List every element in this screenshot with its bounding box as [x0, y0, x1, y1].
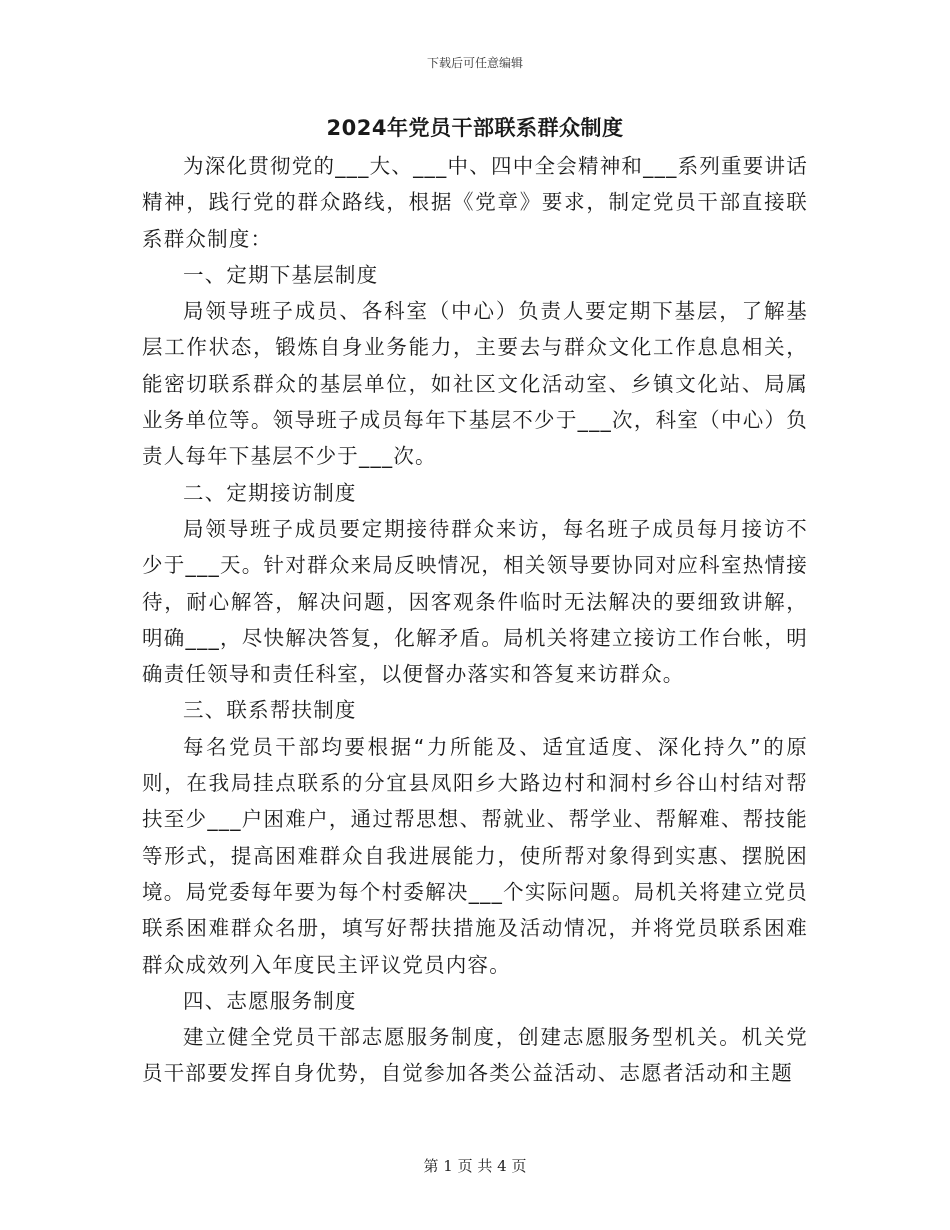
section-heading-4: 四、志愿服务制度: [183, 988, 357, 1013]
section-heading-1: 一、定期下基层制度: [183, 262, 379, 287]
section-paragraph-4: 建立健全党员干部志愿服务制度，创建志愿服务型机关。机关党员干部要发挥自身优势，自觉参加各类公益活动、志愿者活动和主题: [142, 1025, 808, 1086]
document-body: [142, 148, 808, 1092]
section-paragraph-3: 每名党员干部均要根据“力所能及、适宜适度、深化持久”的原则，在我局挂点联系的分宜县凤阳乡大路边村和洞村乡谷山村结对帮扶至少___户困难户，通过帮思想、帮就业、帮学业、帮解难、帮技能等形式，提高困难群众自我进展能力，使所帮对象得到实惠、摆脱困境。局党委每年要为每个村委解决___个实际问题。局机关将建立党员联系困难群众名册，填写好帮扶措施及活动情况，并将党员联系困难群众成效列入年度民主评议党员内容。: [142, 734, 808, 977]
section-paragraph-1: 局领导班子成员、各科室（中心）负责人要定期下基层，了解基层工作状态，锻炼自身业务能力，主要去与群众文化工作息息相关，能密切联系群众的基层单位，如社区文化活动室、乡镇文化站、局属业务单位等。领导班子成员每年下基层不少于___次，科室（中心）负责人每年下基层不少于___次。: [142, 299, 808, 469]
section-heading-3: 三、联系帮扶制度: [183, 698, 357, 723]
header-note: 下载后可任意编辑: [426, 56, 523, 70]
document-title: 2024年党员干部联系群众制度: [326, 116, 624, 140]
section-heading-2: 二、定期接访制度: [183, 480, 357, 505]
section-paragraph-2: 局领导班子成员要定期接待群众来访，每名班子成员每月接访不少于___天。针对群众来局反映情况，相关领导要协同对应科室热情接待，耐心解答，解决问题，因客观条件临时无法解决的要细致讲解，明确___，尽快解决答复，化解矛盾。局机关将建立接访工作台帐，明确责任领导和责任科室，以便督办落实和答复来访群众。: [142, 516, 808, 687]
intro-paragraph: 为深化贯彻党的___大、___中、四中全会精神和___系列重要讲话精神，践行党的群众路线，根据《党章》要求，制定党员干部直接联系群众制度：: [142, 154, 808, 251]
page-number: 第 1 页 共 4 页: [423, 1157, 527, 1175]
